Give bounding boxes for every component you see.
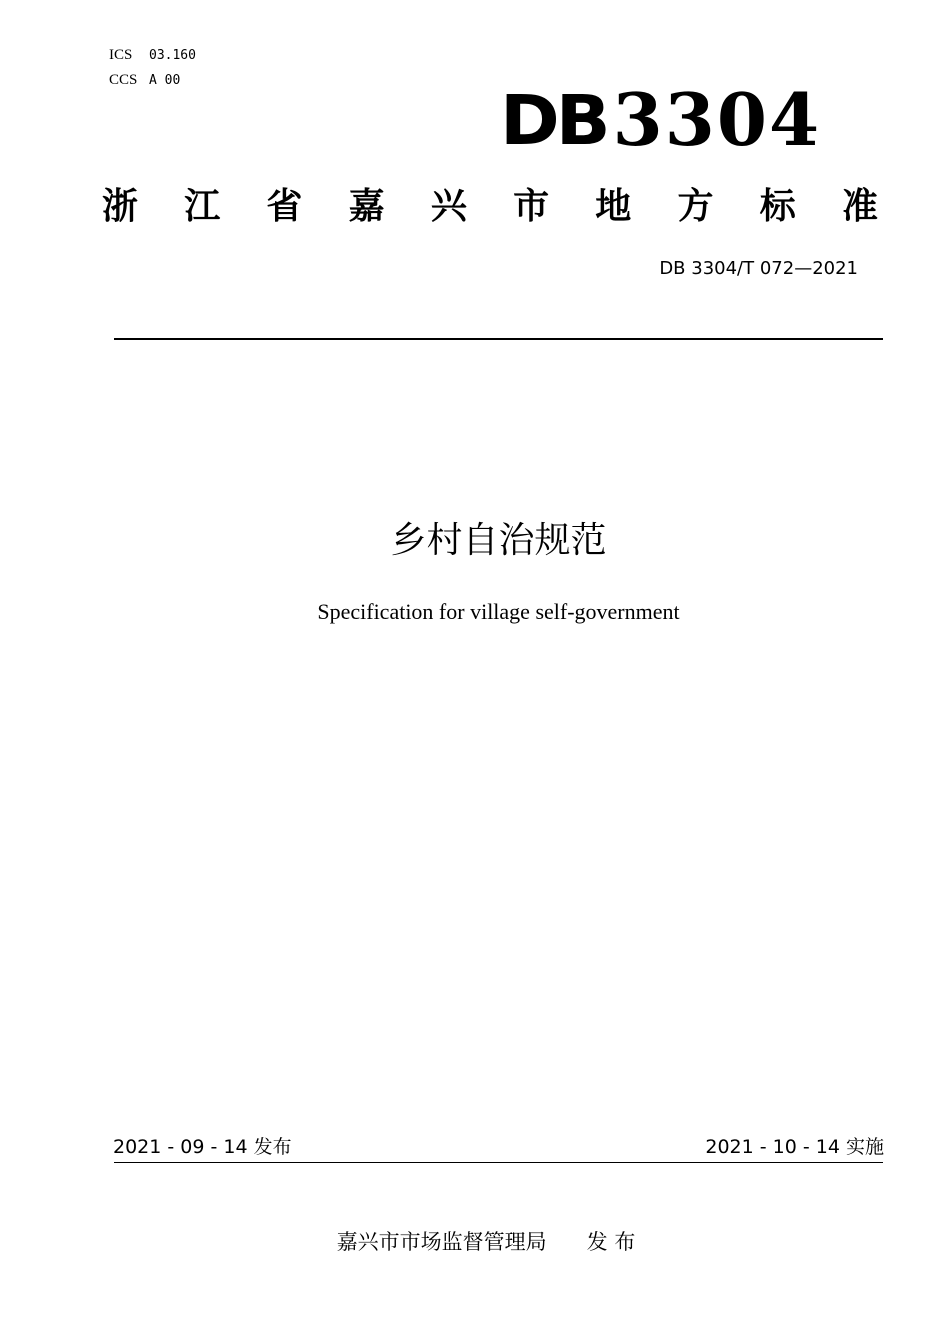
header-divider — [114, 338, 883, 340]
org-title-char: 方 — [677, 186, 714, 227]
document-title-chinese: 乡村自治规范 — [390, 520, 607, 561]
standard-logo-prefix: DB — [500, 80, 607, 160]
standard-number: DB 3304/T 072—2021 — [659, 258, 858, 279]
org-title-char: 嘉 — [348, 186, 385, 227]
org-title — [100, 180, 880, 234]
issue-date: 2021 - 09 - 14 发布 — [113, 1136, 292, 1158]
ics-label: ICS — [109, 47, 133, 63]
standard-logo-code: 3304 — [612, 77, 822, 162]
org-title-char: 准 — [841, 186, 878, 227]
document-title-english: Specification for village self-government — [317, 599, 680, 624]
standard-logo — [500, 77, 822, 180]
ics-classification — [109, 46, 196, 65]
publisher-name: 嘉兴市市场监督管理局 — [336, 1230, 547, 1254]
publisher — [0, 1226, 950, 1256]
org-title-char: 标 — [759, 186, 796, 227]
footer-divider — [114, 1162, 883, 1163]
ccs-label: CCS — [109, 72, 138, 88]
org-title-char: 浙 — [101, 186, 138, 227]
ccs-classification — [109, 71, 180, 90]
org-title-char: 市 — [513, 186, 550, 227]
ics-value: 03.160 — [149, 48, 196, 63]
org-title-char: 兴 — [430, 186, 467, 227]
implementation-date: 2021 - 10 - 14 实施 — [705, 1136, 884, 1158]
ccs-value: A 00 — [149, 73, 181, 88]
org-title-char: 江 — [184, 186, 221, 227]
publisher-action: 发 布 — [586, 1230, 636, 1254]
org-title-char: 省 — [266, 186, 303, 227]
org-title-char: 地 — [595, 186, 632, 227]
